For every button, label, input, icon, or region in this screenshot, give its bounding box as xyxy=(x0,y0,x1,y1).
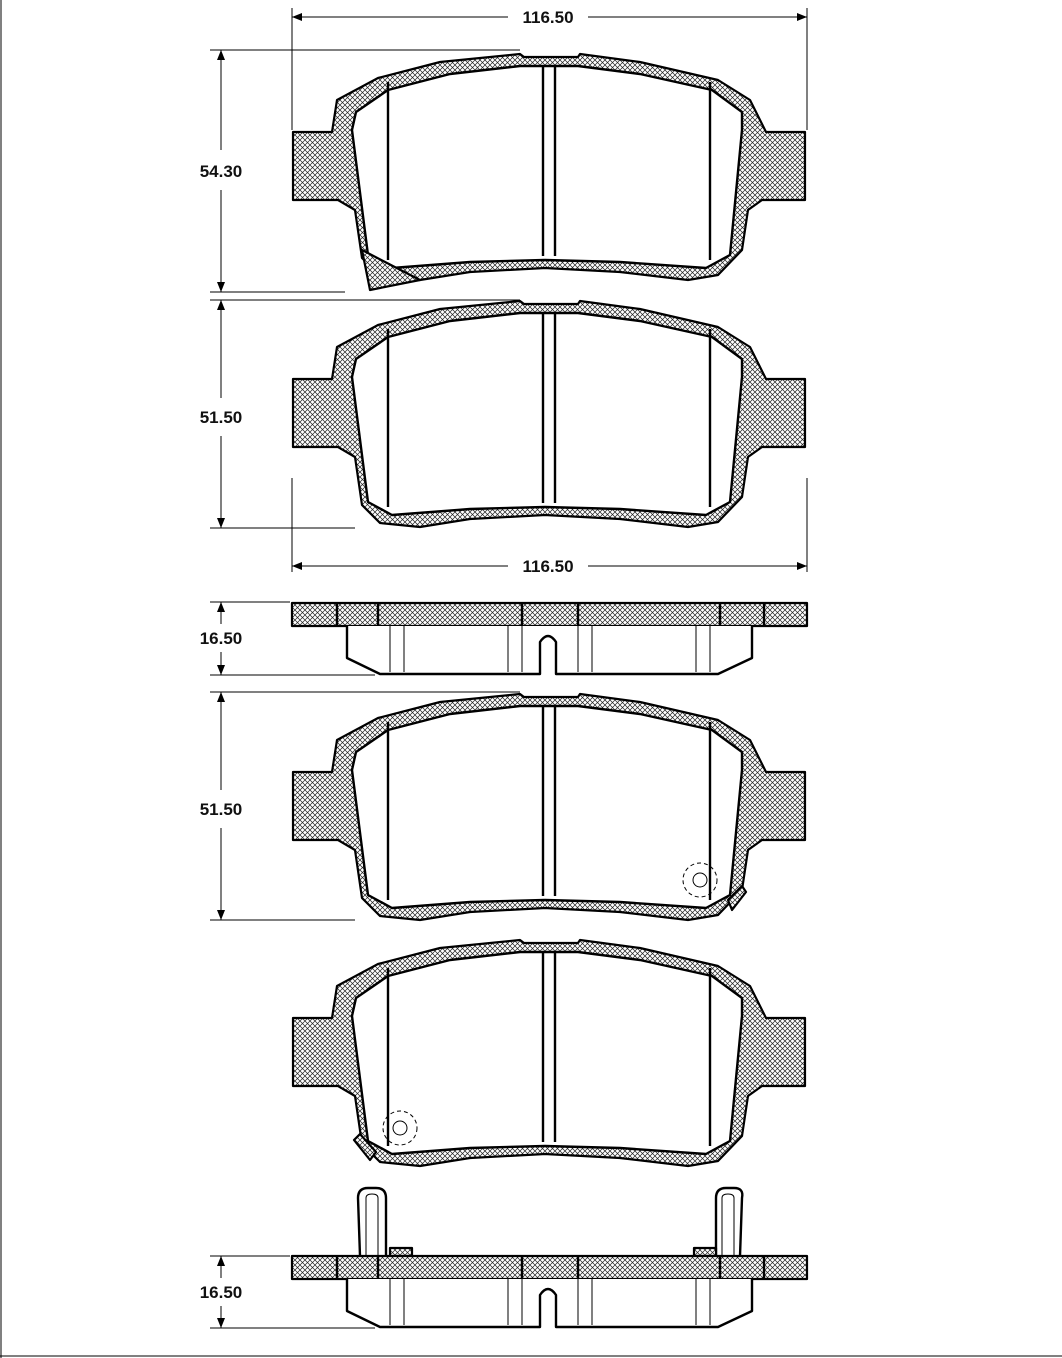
pad-side-view-1 xyxy=(292,603,807,674)
pad-4-front-view xyxy=(293,940,805,1166)
pad-2-front-view xyxy=(293,301,805,527)
dim-pad2-width-label: 116.50 xyxy=(522,557,574,576)
pad-3-front-view xyxy=(293,694,805,920)
dim-pad3-height-label: 51.50 xyxy=(199,800,243,819)
dim-pad1-height-label: 54.30 xyxy=(199,162,243,181)
dim-top-width-label: 116.50 xyxy=(522,8,574,27)
dim-side2-thickness-label: 16.50 xyxy=(199,1283,243,1302)
dim-side1-thickness-label: 16.50 xyxy=(199,629,243,648)
pad-side-view-2 xyxy=(292,1188,807,1327)
dim-pad2-height-label: 51.50 xyxy=(199,408,243,427)
pad-1-front-view xyxy=(293,54,805,290)
